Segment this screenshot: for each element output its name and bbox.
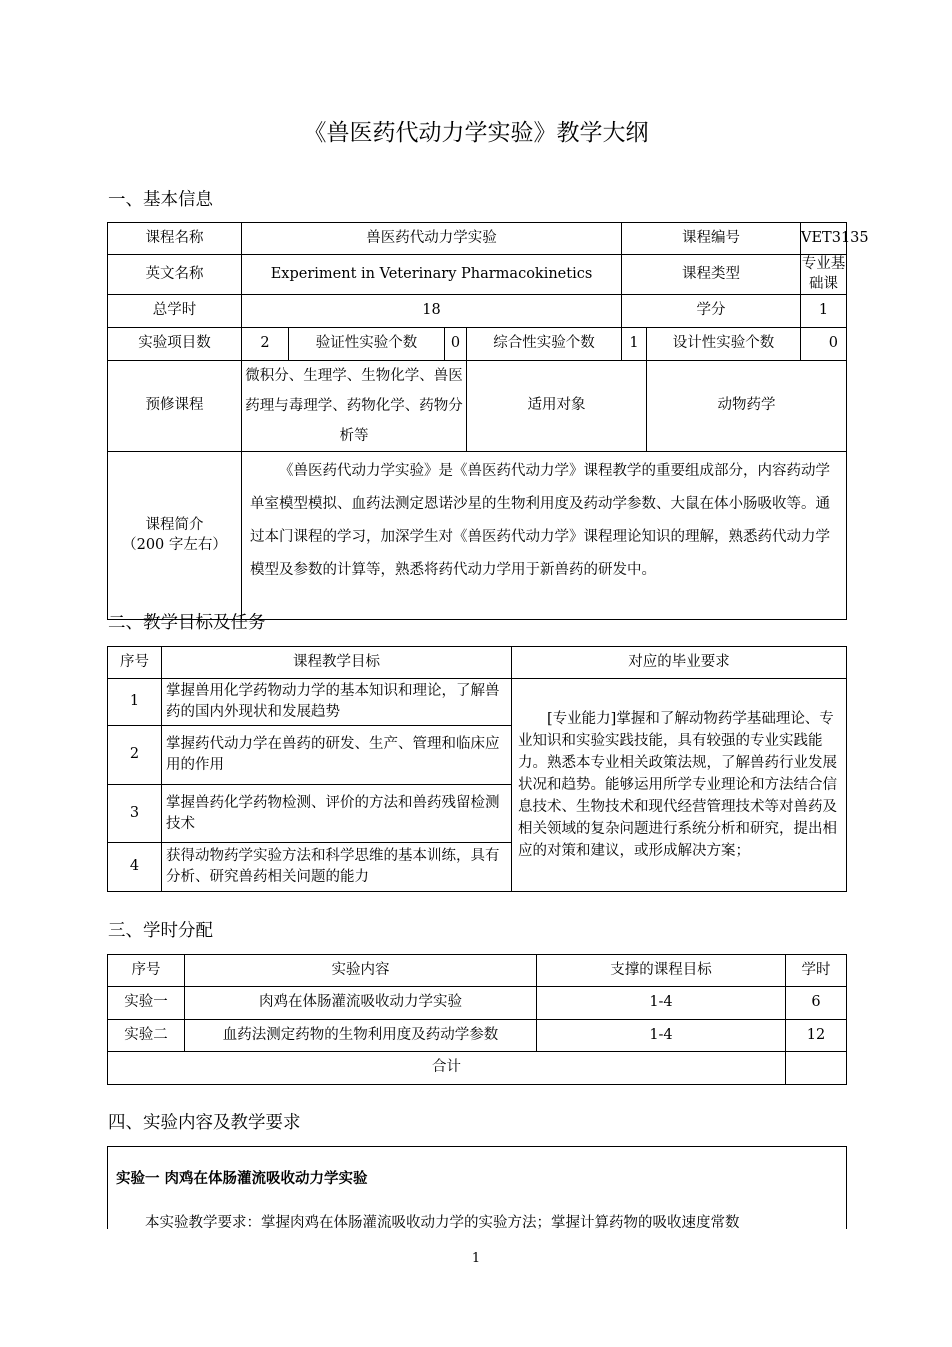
objective-row-no: 1	[108, 679, 162, 726]
hours-row-goals: 1-4	[537, 1020, 786, 1052]
intro-sub-label: （200 字左右）	[122, 536, 227, 553]
objective-row-goal: 获得动物药学实验方法和科学思维的基本训练，具有分析、研究兽药相关问题的能力	[162, 843, 512, 892]
hours-header-goals: 支撑的课程目标	[537, 955, 786, 987]
comprehensive-count-value: 1	[622, 328, 647, 361]
course-type-label: 课程类型	[622, 255, 801, 295]
project-count-label: 实验项目数	[108, 328, 242, 361]
course-code-value: VET3135	[801, 223, 847, 255]
section-heading-hours: 三、学时分配	[108, 921, 213, 941]
prereq-value: 微积分、生理学、生物化学、兽医药理与毒理学、药物化学、药物分析等	[242, 361, 467, 452]
basic-info-table	[107, 222, 869, 620]
graduation-requirement: [专业能力]掌握和了解动物药学基础理论、专业知识和实验实践技能，具有较强的专业实践能力。熟悉本专业相关政策法规，了解兽药行业发展状况和趋势。能够运用所学专业理论和方法结合信息技术、生物技术和现代经营管理技术等对兽药及相关领域的复杂问题进行系统分析和研究，提出相应的对策和建议，或形成解决方案；	[512, 679, 847, 892]
hours-header-hours: 学时	[786, 955, 847, 987]
section-heading-experiments: 四、实验内容及教学要求	[108, 1113, 301, 1133]
intro-label: 课程简介	[145, 517, 204, 534]
audience-value: 动物药学	[647, 361, 847, 452]
hours-total-label: 合计	[108, 1052, 786, 1085]
experiment-content-box	[107, 1146, 847, 1229]
english-name-value: Experiment in Veterinary Pharmacokinetics	[242, 255, 622, 295]
objective-row-no: 2	[108, 726, 162, 785]
course-name-label: 课程名称	[108, 223, 242, 255]
hours-row-goals: 1-4	[537, 987, 786, 1020]
design-count-label: 设计性实验个数	[647, 328, 801, 361]
project-count-value: 2	[242, 328, 289, 361]
comprehensive-count-label: 综合性实验个数	[467, 328, 622, 361]
hours-row-no: 实验一	[108, 987, 185, 1020]
design-count-value: 0	[801, 328, 847, 361]
hours-row-content: 肉鸡在体肠灌流吸收动力学实验	[185, 987, 537, 1020]
hours-table	[107, 954, 847, 1085]
audience-label: 适用对象	[467, 361, 647, 452]
experiment-requirement: 本实验教学要求：掌握肉鸡在体肠灌流吸收动力学的实验方法；掌握计算药物的吸收速度常数	[145, 1215, 740, 1231]
credit-value: 1	[801, 295, 847, 328]
hours-total-value	[786, 1052, 847, 1085]
objective-row-goal: 掌握药代动力学在兽药的研发、生产、管理和临床应用的作用	[162, 726, 512, 785]
objective-row-no: 3	[108, 785, 162, 843]
intro-text: 《兽医药代动力学实验》是《兽医药代动力学》课程教学的重要组成部分，内容药动学单室模型模拟、血药法测定恩诺沙星的生物利用度及药动学参数、大鼠在体小肠吸收等。通过本门课程的学习，加深学生对《兽医药代动力学》课程理论知识的理解，熟悉药代动力学模型及参数的计算等，熟悉将药代动力学用于新兽药的研发中。	[242, 452, 847, 620]
course-name-value: 兽医药代动力学实验	[242, 223, 622, 255]
verify-count-value: 0	[445, 328, 467, 361]
section-heading-basic-info: 一、基本信息	[108, 190, 213, 210]
objective-row-no: 4	[108, 843, 162, 892]
hours-row-hours: 6	[786, 987, 847, 1020]
hours-header-no: 序号	[108, 955, 185, 987]
course-type-value: 专业基础课	[801, 255, 847, 295]
page-number: 1	[471, 1251, 481, 1266]
total-hours-label: 总学时	[108, 295, 242, 328]
document-title: 《兽医药代动力学实验》教学大纲	[303, 120, 649, 146]
hours-header-content: 实验内容	[185, 955, 537, 987]
total-hours-value: 18	[242, 295, 622, 328]
intro-label-cell	[108, 452, 242, 620]
objective-row-goal: 掌握兽用化学药物动力学的基本知识和理论，了解兽药的国内外现状和发展趋势	[162, 679, 512, 726]
hours-row-no: 实验二	[108, 1020, 185, 1052]
objectives-header-goal: 课程教学目标	[162, 647, 512, 679]
credit-label: 学分	[622, 295, 801, 328]
prereq-label: 预修课程	[108, 361, 242, 452]
hours-row-content: 血药法测定药物的生物利用度及药动学参数	[185, 1020, 537, 1052]
verify-count-label: 验证性实验个数	[289, 328, 445, 361]
objectives-table	[107, 646, 847, 892]
objectives-header-no: 序号	[108, 647, 162, 679]
experiment-title: 实验一 肉鸡在体肠灌流吸收动力学实验	[116, 1170, 368, 1187]
section-heading-objectives: 二、教学目标及任务	[108, 613, 266, 633]
objective-row-goal: 掌握兽药化学药物检测、评价的方法和兽药残留检测技术	[162, 785, 512, 843]
english-name-label: 英文名称	[108, 255, 242, 295]
course-code-label: 课程编号	[622, 223, 801, 255]
objectives-header-requirement: 对应的毕业要求	[512, 647, 847, 679]
hours-row-hours: 12	[786, 1020, 847, 1052]
